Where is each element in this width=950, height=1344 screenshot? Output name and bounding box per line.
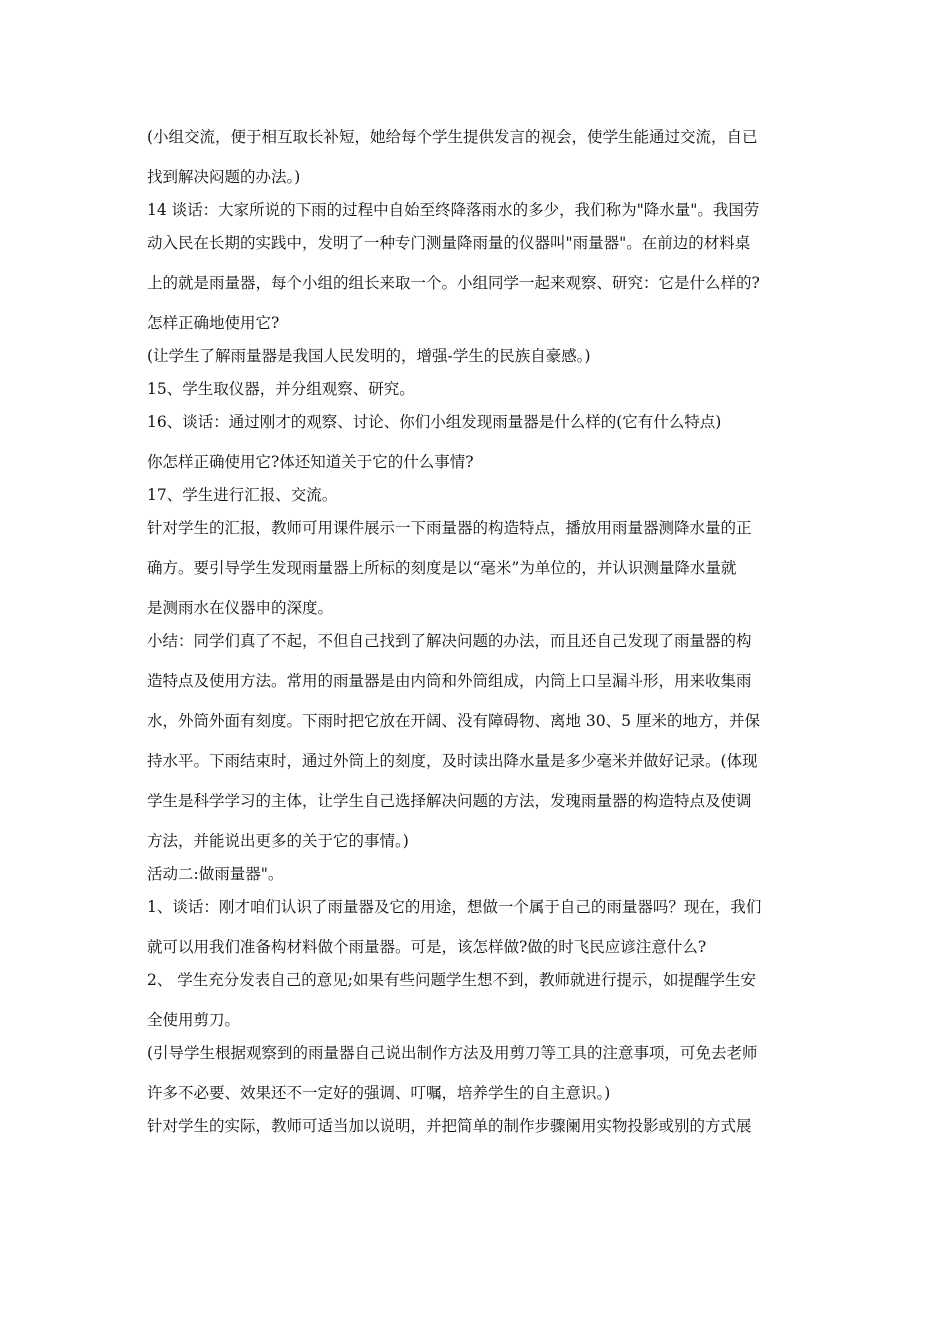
text-line: 15、学生取仪器，并分组观察、研究。 (147, 380, 415, 398)
text-line: 上的就是雨量器，每个小组的组长来取一个。小组同学一起来观察、研究：它是什么样的? (147, 274, 760, 292)
text-line: 怎样正确地使用它? (147, 314, 280, 332)
text-line: 全使用剪刀。 (147, 1011, 241, 1029)
text-line: 持水平。下雨结束时，通过外筒上的刻度，及时读出降水量是多少毫米并做好记录。(体现 (147, 752, 758, 770)
text-line: 针对学生的实际，教师可适当加以说明，并把简单的制作步骤阑用实物投影或别的方式展 (147, 1117, 752, 1135)
text-line: 是测雨水在仪器申的深度。 (147, 599, 334, 617)
text-line: 确方。要引导学生发现雨量器上所标的刻度是以“毫米”为单位的，并认识测量降水量就 (147, 559, 737, 577)
text-line: 找到解决闷题的办法。) (147, 168, 301, 186)
text-line: 活动二:做雨量器"。 (147, 865, 284, 883)
text-line: 17、学生进行汇报、交流。 (147, 486, 338, 504)
text-line: 就可以用我们准备构材料做个雨量器。可是，该怎样做?做的时飞民应谚注意什么? (147, 938, 707, 956)
text-line: 学生是科学学习的主体，让学生自己选择解决问题的方法，发瑰雨量器的构造特点及使调 (147, 792, 752, 810)
text-line: 2、 学生充分发表自己的意见;如果有些问题学生想不到，教师就进行提示，如提醒学生安 (147, 971, 757, 989)
text-line: 针对学生的汇报，教师可用课件展示一下雨量器的构造特点，播放用雨量器测降水量的正 (147, 519, 752, 537)
text-line: (引导学生根据观察到的雨量器自己说出制作方法及用剪刀等工具的注意事项，可免去老师 (147, 1044, 758, 1062)
text-line: 水，外筒外面有刻度。下雨时把它放在开阔、没有障碍物、离地 30、5 厘米的地方，并保 (147, 712, 760, 730)
text-line: 你怎样正确使用它?体还知道关于它的什么事情? (147, 453, 474, 471)
text-line: 许多不必要、效果还不一定好的强调、叮嘱，培养学生的自主意识。) (147, 1084, 611, 1102)
document-body (147, 124, 812, 1146)
text-line: (小组交流，便于相互取长补短，她给每个学生提供发言的视会，使学生能通过交流，自已 (147, 128, 758, 146)
text-line: 造特点及使用方法。常用的雨量器是由内筒和外筒组成，内筒上口呈漏斗形，用来收集雨 (147, 672, 752, 690)
text-line: (让学生了解雨量器是我国人民发明的，增强-学生的民族自豪感。) (147, 347, 591, 365)
text-line: 小结：同学们真了不起，不但自己找到了解决问题的办法，而且还自己发现了雨量器的构 (147, 632, 752, 650)
text-line: 16、谈话：通过刚才的观察、讨论、你们小组发现雨量器是什么样的(它有什么特点) (147, 413, 722, 431)
text-line: 1、谈话：刚才咱们认识了雨量器及它的用途，想做一个属于自己的雨量器吗？现在，我们 (147, 898, 762, 916)
text-line: 动入民在长期的实践中，发明了一种专门测量降雨量的仪器叫"雨量器"。在前边的材料桌 (147, 234, 751, 252)
text-line: 方法，并能说出更多的关于它的事情。) (147, 832, 409, 850)
text-line: 14 谈话：大家所说的下雨的过程中自始至终降落雨水的多少，我们称为"降水量"。我国劳 (147, 201, 760, 219)
